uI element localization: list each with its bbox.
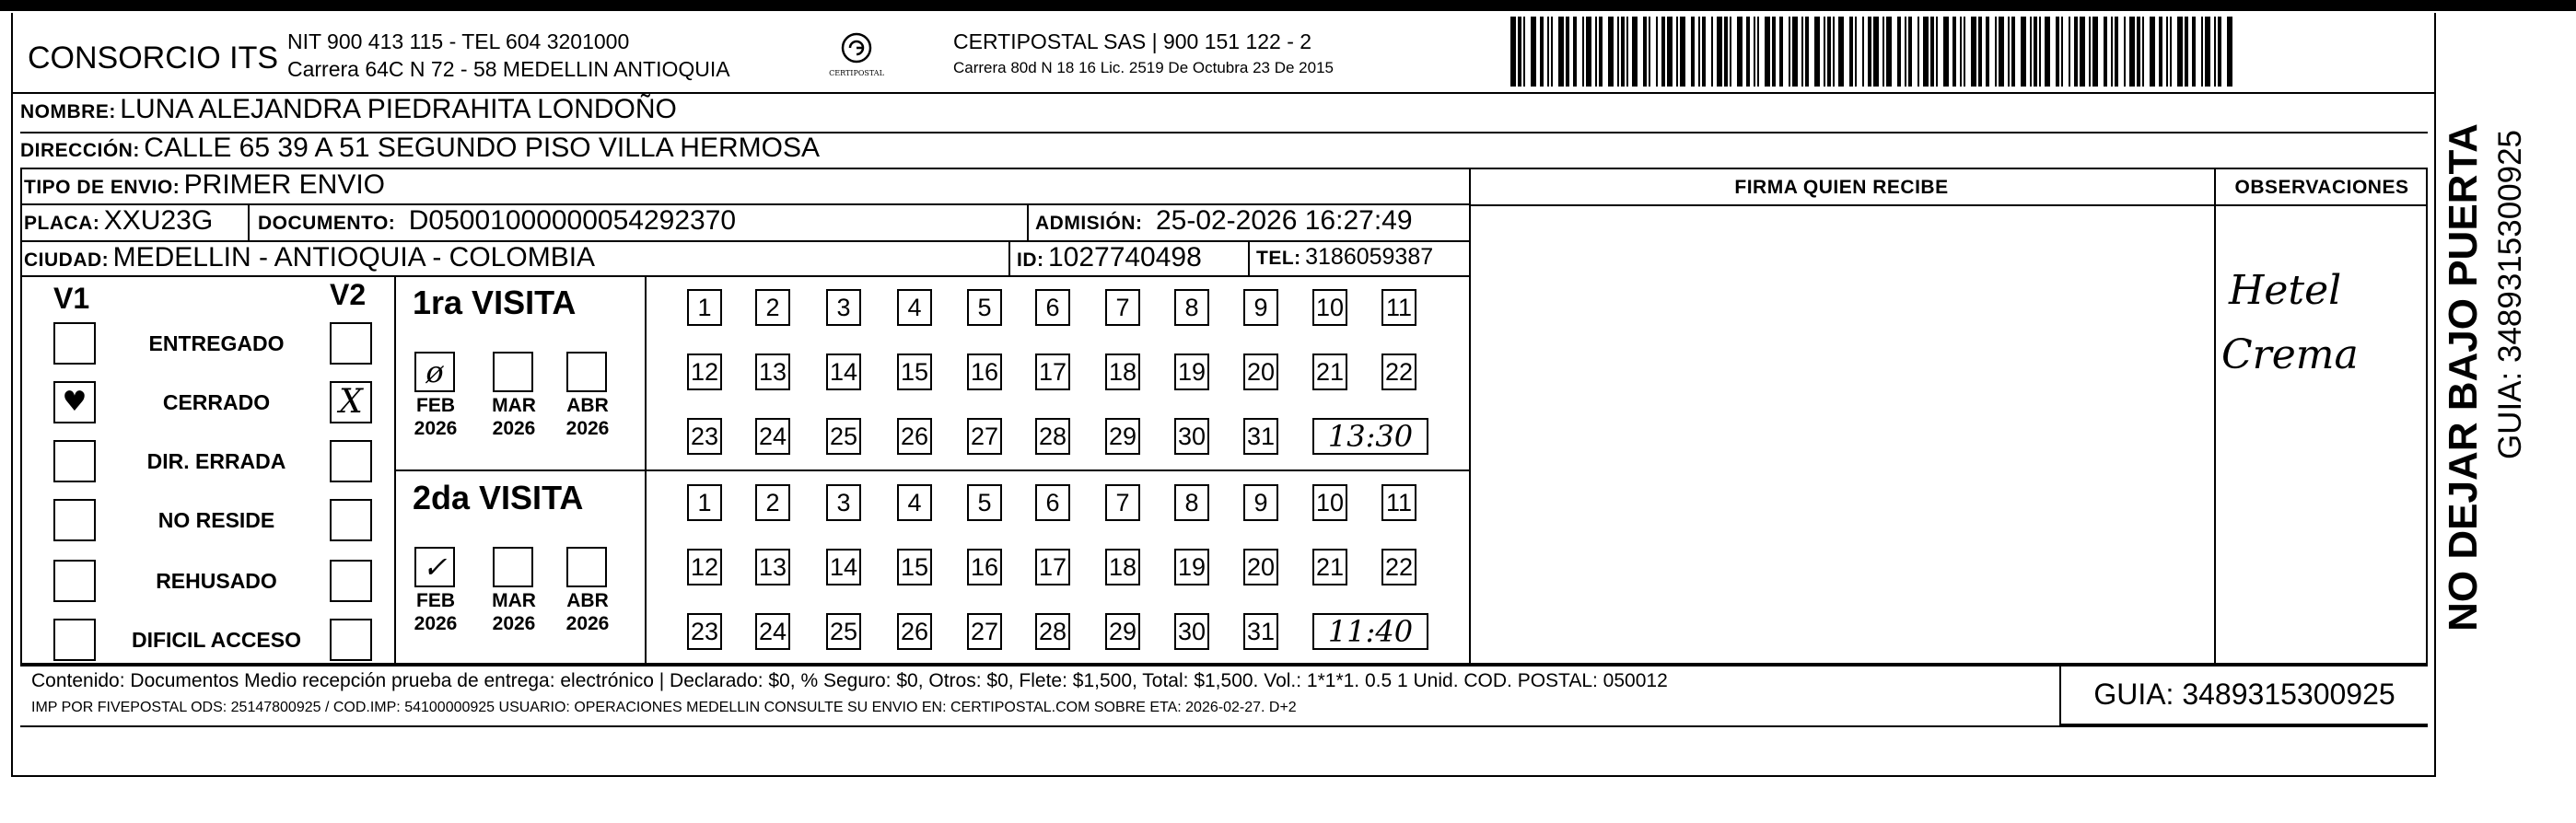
day-box[interactable]: 9 xyxy=(1243,289,1278,326)
day-box[interactable]: 16 xyxy=(967,549,1002,585)
day-box[interactable]: 21 xyxy=(1312,354,1347,390)
day-box[interactable]: 20 xyxy=(1243,549,1278,585)
status-option-label: CERRADO xyxy=(162,390,271,414)
v2-check-mark: X xyxy=(339,383,363,421)
month-check-mark: ✓ xyxy=(422,550,448,585)
day-box[interactable]: 31 xyxy=(1243,613,1278,650)
month-checkbox[interactable] xyxy=(566,547,607,587)
status-option-label: DIR. ERRADA xyxy=(146,449,286,473)
v2-checkbox[interactable] xyxy=(330,381,372,423)
no-dejar-text: NO DEJAR BAJO PUERTA xyxy=(2441,123,2486,632)
v2-checkbox[interactable] xyxy=(330,322,372,365)
divider xyxy=(1469,204,2428,206)
month-year: 2026 xyxy=(492,613,536,634)
day-box[interactable]: 24 xyxy=(755,613,790,650)
guia-box-text: GUIA: 3489315300925 xyxy=(2093,677,2395,711)
day-box[interactable]: 6 xyxy=(1035,484,1070,521)
admision-row xyxy=(1035,205,1413,237)
divider xyxy=(2214,169,2216,665)
tipo-label: TIPO DE ENVIO: xyxy=(24,177,181,198)
divider xyxy=(1027,204,1029,241)
day-box[interactable]: 18 xyxy=(1105,354,1140,390)
placa-row xyxy=(24,205,213,237)
day-box[interactable]: 15 xyxy=(897,354,932,390)
day-box[interactable]: 19 xyxy=(1174,549,1209,585)
tipo-value: PRIMER ENVIO xyxy=(183,169,386,200)
day-box[interactable]: 20 xyxy=(1243,354,1278,390)
day-box[interactable]: 30 xyxy=(1174,418,1209,455)
day-box[interactable]: 7 xyxy=(1105,289,1140,326)
day-box[interactable]: 29 xyxy=(1105,418,1140,455)
firma-header: FIRMA QUIEN RECIBE xyxy=(1734,177,1949,198)
tel-row xyxy=(1256,244,1433,271)
nit-line: NIT 900 413 115 - TEL 604 3201000 xyxy=(287,29,630,53)
id-value: 1027740498 xyxy=(1047,242,1202,272)
month-label xyxy=(485,394,542,440)
day-box[interactable]: 1 xyxy=(687,289,722,326)
day-box[interactable]: 2 xyxy=(755,289,790,326)
status-option-label: NO RESIDE xyxy=(157,508,275,532)
day-box[interactable]: 26 xyxy=(897,613,932,650)
day-box[interactable]: 3 xyxy=(826,289,861,326)
month-name: MAR xyxy=(492,395,536,416)
day-box[interactable]: 23 xyxy=(687,418,722,455)
visit-time[interactable]: 11:40 xyxy=(1312,613,1428,650)
v1-heading: V1 xyxy=(53,282,90,315)
day-box[interactable]: 26 xyxy=(897,418,932,455)
month-check-mark: ø xyxy=(425,354,444,389)
status-option-label: DIFICIL ACCESO xyxy=(131,628,301,652)
observaciones-header: OBSERVACIONES xyxy=(2234,177,2409,198)
day-box[interactable]: 11 xyxy=(1381,289,1416,326)
logo-text: CERTIPOSTAL xyxy=(829,69,884,77)
side-no-dejar xyxy=(2436,120,2491,635)
month-label xyxy=(485,589,542,635)
guia-box xyxy=(2059,665,2428,725)
divider xyxy=(1469,169,1471,665)
v1-checkbox[interactable] xyxy=(53,440,96,482)
v1-checkbox[interactable] xyxy=(53,560,96,602)
day-box[interactable]: 8 xyxy=(1174,289,1209,326)
placa-value: XXU23G xyxy=(103,205,214,236)
id-row xyxy=(1017,242,1202,273)
day-box[interactable]: 16 xyxy=(967,354,1002,390)
month-checkbox[interactable] xyxy=(414,352,455,392)
divider xyxy=(394,469,1469,471)
admision-value: 25-02-2026 16:27:49 xyxy=(1155,205,1413,236)
month-year: 2026 xyxy=(414,613,458,634)
day-box[interactable]: 17 xyxy=(1035,354,1070,390)
month-year: 2026 xyxy=(565,613,610,634)
day-box[interactable]: 28 xyxy=(1035,418,1070,455)
documento-label: DOCUMENTO: xyxy=(258,213,396,234)
placa-label: PLACA: xyxy=(24,213,100,234)
ciudad-label: CIUDAD: xyxy=(24,249,110,271)
v2-checkbox[interactable] xyxy=(330,619,372,661)
day-box[interactable]: 10 xyxy=(1312,289,1347,326)
nombre-value: LUNA ALEJANDRA PIEDRAHITA LONDOÑO xyxy=(120,94,677,124)
month-checkbox[interactable] xyxy=(566,352,607,392)
day-box[interactable]: 27 xyxy=(967,418,1002,455)
top-edge-bar xyxy=(0,0,2576,11)
day-box[interactable]: 25 xyxy=(826,613,861,650)
id-label: ID: xyxy=(1017,249,1044,271)
day-box[interactable]: 10 xyxy=(1312,484,1347,521)
v2-checkbox[interactable] xyxy=(330,440,372,482)
status-option-label: ENTREGADO xyxy=(148,331,285,355)
divider xyxy=(1248,241,1250,276)
day-box[interactable]: 1 xyxy=(687,484,722,521)
day-box[interactable]: 17 xyxy=(1035,549,1070,585)
address-line: Carrera 64C N 72 - 58 MEDELLIN ANTIOQUIA xyxy=(287,57,730,81)
day-box[interactable]: 22 xyxy=(1381,354,1416,390)
carrier-line: CERTIPOSTAL SAS | 900 151 122 - 2 xyxy=(953,29,1312,53)
direccion-label: DIRECCIÓN: xyxy=(20,140,140,161)
divider xyxy=(20,725,2428,727)
day-box[interactable]: 24 xyxy=(755,418,790,455)
day-box[interactable]: 21 xyxy=(1312,549,1347,585)
month-label xyxy=(407,589,464,635)
divider xyxy=(645,276,647,665)
v1-checkbox[interactable] xyxy=(53,322,96,365)
month-checkbox[interactable] xyxy=(414,547,455,587)
day-box[interactable]: 5 xyxy=(967,484,1002,521)
status-option-label: REHUSADO xyxy=(156,569,277,593)
day-box[interactable]: 25 xyxy=(826,418,861,455)
direccion-row xyxy=(20,133,820,164)
v1-checkbox[interactable] xyxy=(53,619,96,661)
nombre-label: NOMBRE: xyxy=(20,101,116,122)
month-name: ABR xyxy=(566,395,609,416)
company-name: CONSORCIO ITS xyxy=(28,41,279,75)
day-box[interactable]: 3 xyxy=(826,484,861,521)
month-label xyxy=(559,589,616,635)
day-box[interactable]: 13 xyxy=(755,549,790,585)
tel-value: 3186059387 xyxy=(1305,244,1434,270)
tel-label: TEL: xyxy=(1256,248,1301,269)
month-year: 2026 xyxy=(565,418,610,439)
nombre-row xyxy=(20,94,677,125)
day-box[interactable]: 18 xyxy=(1105,549,1140,585)
day-box[interactable]: 9 xyxy=(1243,484,1278,521)
day-box[interactable]: 31 xyxy=(1243,418,1278,455)
day-box[interactable]: 29 xyxy=(1105,613,1140,650)
month-name: FEB xyxy=(416,590,455,611)
license-line: Carrera 80d N 18 16 Lic. 2519 De Octubra 23 De 2015 xyxy=(953,59,1334,76)
month-year: 2026 xyxy=(414,418,458,439)
day-box[interactable]: 12 xyxy=(687,354,722,390)
day-box[interactable]: 14 xyxy=(826,549,861,585)
tipo-row xyxy=(24,169,385,201)
v1-checkbox[interactable] xyxy=(53,381,96,423)
day-box[interactable]: 27 xyxy=(967,613,1002,650)
month-year: 2026 xyxy=(492,418,536,439)
observation-line-1: Hetel xyxy=(2229,267,2342,314)
v2-heading: V2 xyxy=(330,278,367,311)
visit-title: 1ra VISITA xyxy=(413,284,577,321)
month-name: MAR xyxy=(492,590,536,611)
day-box[interactable]: 4 xyxy=(897,484,932,521)
visit-time[interactable]: 13:30 xyxy=(1312,418,1428,455)
day-box[interactable]: 4 xyxy=(897,289,932,326)
day-box[interactable]: 23 xyxy=(687,613,722,650)
month-name: ABR xyxy=(566,590,609,611)
admision-label: ADMISIÓN: xyxy=(1035,213,1143,234)
day-box[interactable]: 11 xyxy=(1381,484,1416,521)
documento-value: D05001000000054292370 xyxy=(408,205,737,236)
day-box[interactable]: 8 xyxy=(1174,484,1209,521)
observation-line-2: Crema xyxy=(2221,331,2359,378)
day-box[interactable]: 12 xyxy=(687,549,722,585)
v1-check-mark: ♥ xyxy=(62,386,87,418)
documento-row xyxy=(258,205,736,237)
contenido-text: Contenido: Documentos Medio recepción prueba de entrega: electrónico | Declarado: $0, % Seguro: $0, Otros: $0, Flete: $1,500, Total: $1,500. Vol.: 1*1*1. 0.5 1 Unid. COD. POSTAL: 050012 xyxy=(31,670,1668,691)
v1-checkbox[interactable] xyxy=(53,499,96,541)
day-box[interactable]: 2 xyxy=(755,484,790,521)
imp-text: IMP POR FIVEPOSTAL ODS: 25147800925 / COD.IMP: 54100000925 USUARIO: OPERACIONES MEDELLIN CONSULTE SU ENVIO EN: CERTIPOSTAL.COM SOBRE ETA: 2026-02-27. D+2 xyxy=(31,700,1297,715)
day-box[interactable]: 5 xyxy=(967,289,1002,326)
month-label xyxy=(407,394,464,440)
ciudad-value: MEDELLIN - ANTIOQUIA - COLOMBIA xyxy=(112,242,596,272)
day-box[interactable]: 7 xyxy=(1105,484,1140,521)
month-name: FEB xyxy=(416,395,455,416)
day-box[interactable]: 13 xyxy=(755,354,790,390)
divider xyxy=(20,275,1469,277)
day-box[interactable]: 28 xyxy=(1035,613,1070,650)
day-box[interactable]: 19 xyxy=(1174,354,1209,390)
visit-title: 2da VISITA xyxy=(413,479,584,516)
day-box[interactable]: 14 xyxy=(826,354,861,390)
divider xyxy=(1008,241,1010,276)
day-box[interactable]: 30 xyxy=(1174,613,1209,650)
direccion-value: CALLE 65 39 A 51 SEGUNDO PISO VILLA HERMOSA xyxy=(144,133,820,163)
v2-checkbox[interactable] xyxy=(330,560,372,602)
ciudad-row xyxy=(24,242,595,273)
v2-checkbox[interactable] xyxy=(330,499,372,541)
month-label xyxy=(559,394,616,440)
month-checkbox[interactable] xyxy=(493,352,533,392)
month-checkbox[interactable] xyxy=(493,547,533,587)
side-guia-text: GUIA: 3489315300925 xyxy=(2492,129,2528,460)
side-guia xyxy=(2489,120,2532,543)
day-box[interactable]: 6 xyxy=(1035,289,1070,326)
day-box[interactable]: 22 xyxy=(1381,549,1416,585)
divider xyxy=(248,204,250,241)
day-box[interactable]: 15 xyxy=(897,549,932,585)
